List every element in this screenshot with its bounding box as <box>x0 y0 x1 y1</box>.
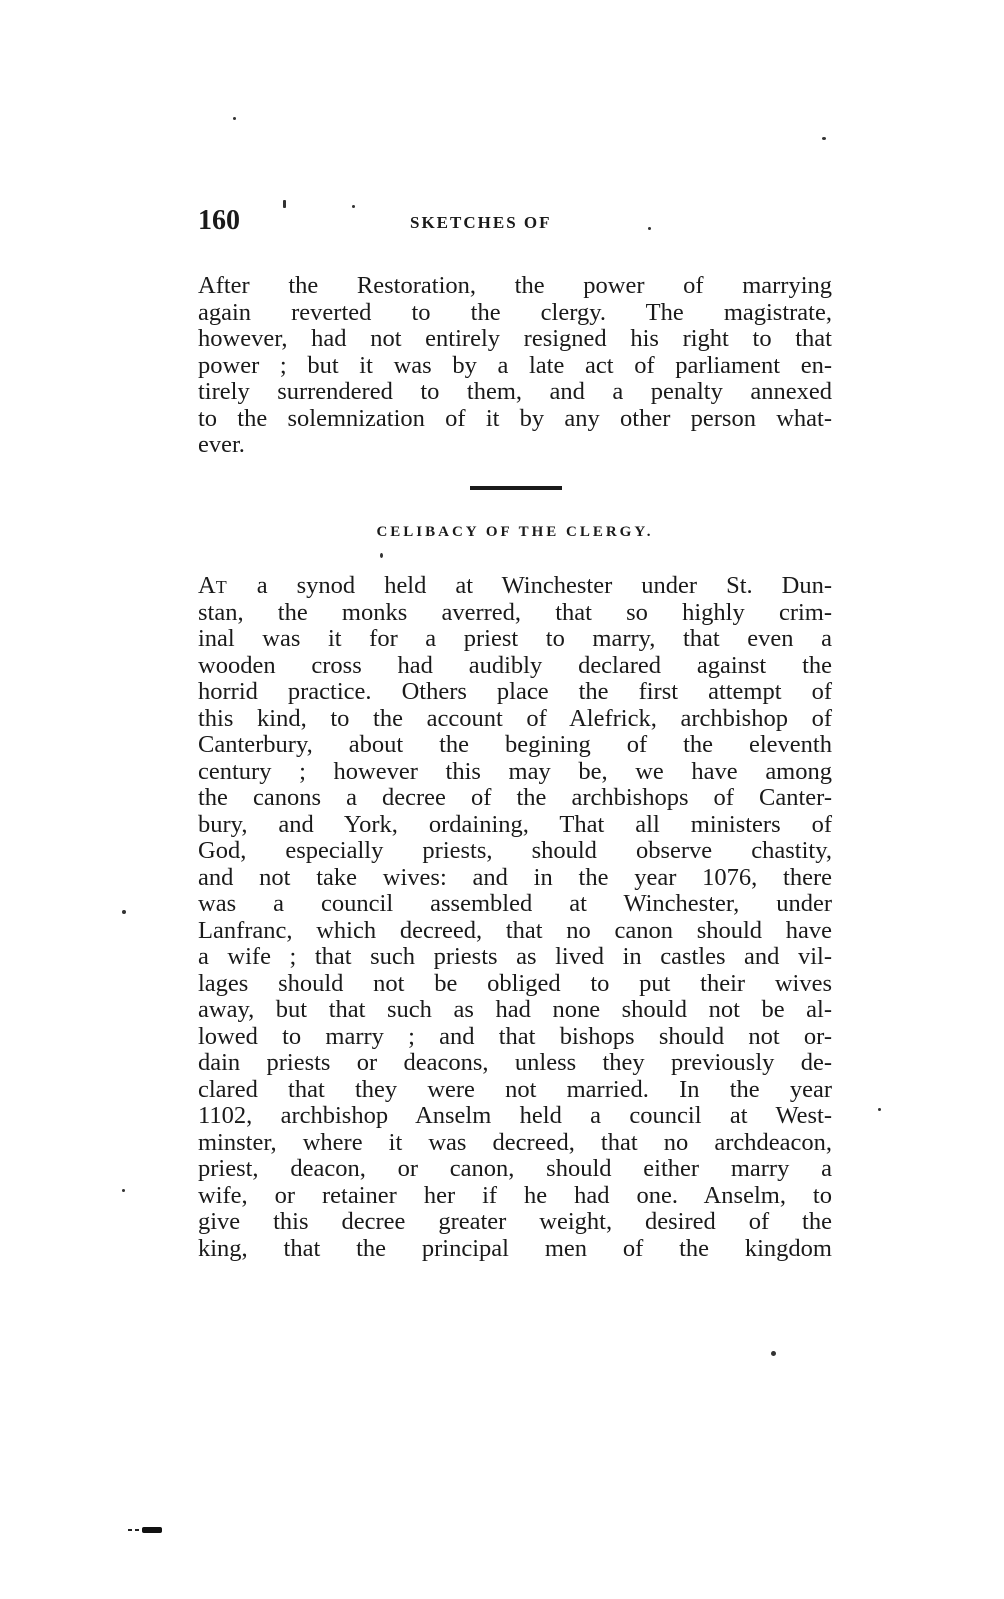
text-line: lowed to marry ; and that bishops should not or- <box>198 1022 832 1050</box>
scan-speck <box>648 227 651 230</box>
text-line: priest, deacon, or canon, should either marry a <box>198 1155 832 1182</box>
small-caps-letter: T <box>215 577 228 597</box>
scan-speck <box>122 1189 125 1192</box>
scan-speck <box>283 200 286 208</box>
text-line: king, that the principal men of the kingdom <box>198 1234 832 1262</box>
text-line: After the Restoration, the power of marrying <box>198 272 832 299</box>
scan-speck <box>352 205 355 208</box>
section-heading: CELIBACY OF THE CLERGY. <box>376 524 654 540</box>
text-line: a wife ; that such priests as lived in castles and vil- <box>198 943 832 970</box>
text-line: to the solemnization of it by any other person what- <box>198 404 832 432</box>
section-divider-rule <box>470 486 562 490</box>
paragraph-celibacy <box>198 573 832 1262</box>
text-line: give this decree greater weight, desired of the <box>198 1208 832 1235</box>
scan-edge-dash <box>135 1529 139 1531</box>
text-line: however, had not entirely resigned his right to that <box>198 325 832 352</box>
running-head <box>198 205 838 245</box>
first-line-text: a synod held at Winchester under St. Dun- <box>227 572 832 599</box>
text-line: away, but that such as had none should not be al- <box>198 996 832 1023</box>
text-line: tirely surrendered to them, and a penalty annexed <box>198 378 832 405</box>
text-line: again reverted to the clergy. The magistrate, <box>198 298 832 326</box>
text-line: was a council assembled at Winchester, under <box>198 890 832 917</box>
text-line: horrid practice. Others place the first attempt of <box>198 678 832 705</box>
text-line: Lanfranc, which decreed, that no canon should have <box>198 916 832 944</box>
text-line: ever. <box>198 431 245 458</box>
text-line: inal was it for a priest to marry, that even a <box>198 625 832 652</box>
text-line: and not take wives: and in the year 1076, there <box>198 863 832 891</box>
text-line: this kind, to the account of Alefrick, archbishop of <box>198 704 832 732</box>
text-line: stan, the monks averred, that so highly crim- <box>198 598 832 626</box>
page-number: 160 <box>198 205 240 236</box>
text-line: century ; however this may be, we have among <box>198 757 832 785</box>
initial-letter: A <box>198 572 216 599</box>
scan-edge-blob <box>142 1527 162 1533</box>
scan-speck <box>878 1108 881 1111</box>
scan-speck <box>822 137 826 140</box>
text-line: lages should not be obliged to put their wives <box>198 969 832 997</box>
text-line: Canterbury, about the begining of the eleventh <box>198 731 832 758</box>
text-line: power ; but it was by a late act of parliament en- <box>198 351 832 379</box>
scan-speck <box>233 117 236 120</box>
text-line: wooden cross had audibly declared against the <box>198 651 832 679</box>
scan-speck <box>771 1351 776 1356</box>
scan-speck <box>380 553 383 558</box>
text-line: bury, and York, ordaining, That all ministers of <box>198 810 832 838</box>
text-line: the canons a decree of the archbishops of Canter- <box>198 784 832 811</box>
scan-speck <box>122 910 126 914</box>
text-line: minster, where it was decreed, that no archdeacon, <box>198 1128 832 1156</box>
text-line: God, especially priests, should observe chastity, <box>198 837 832 864</box>
text-line: wife, or retainer her if he had one. Anselm, to <box>198 1181 832 1209</box>
text-line-first <box>198 573 832 600</box>
running-title: SKETCHES OF <box>410 213 552 232</box>
text-line: clared that they were not married. In the year <box>198 1075 832 1103</box>
text-line: dain priests or deacons, unless they previously de- <box>198 1049 832 1076</box>
scan-edge-mark <box>128 1527 162 1533</box>
scan-edge-dash <box>128 1529 132 1531</box>
paragraph-restoration <box>198 273 832 459</box>
text-line: 1102, archbishop Anselm held a council at West- <box>198 1102 832 1129</box>
